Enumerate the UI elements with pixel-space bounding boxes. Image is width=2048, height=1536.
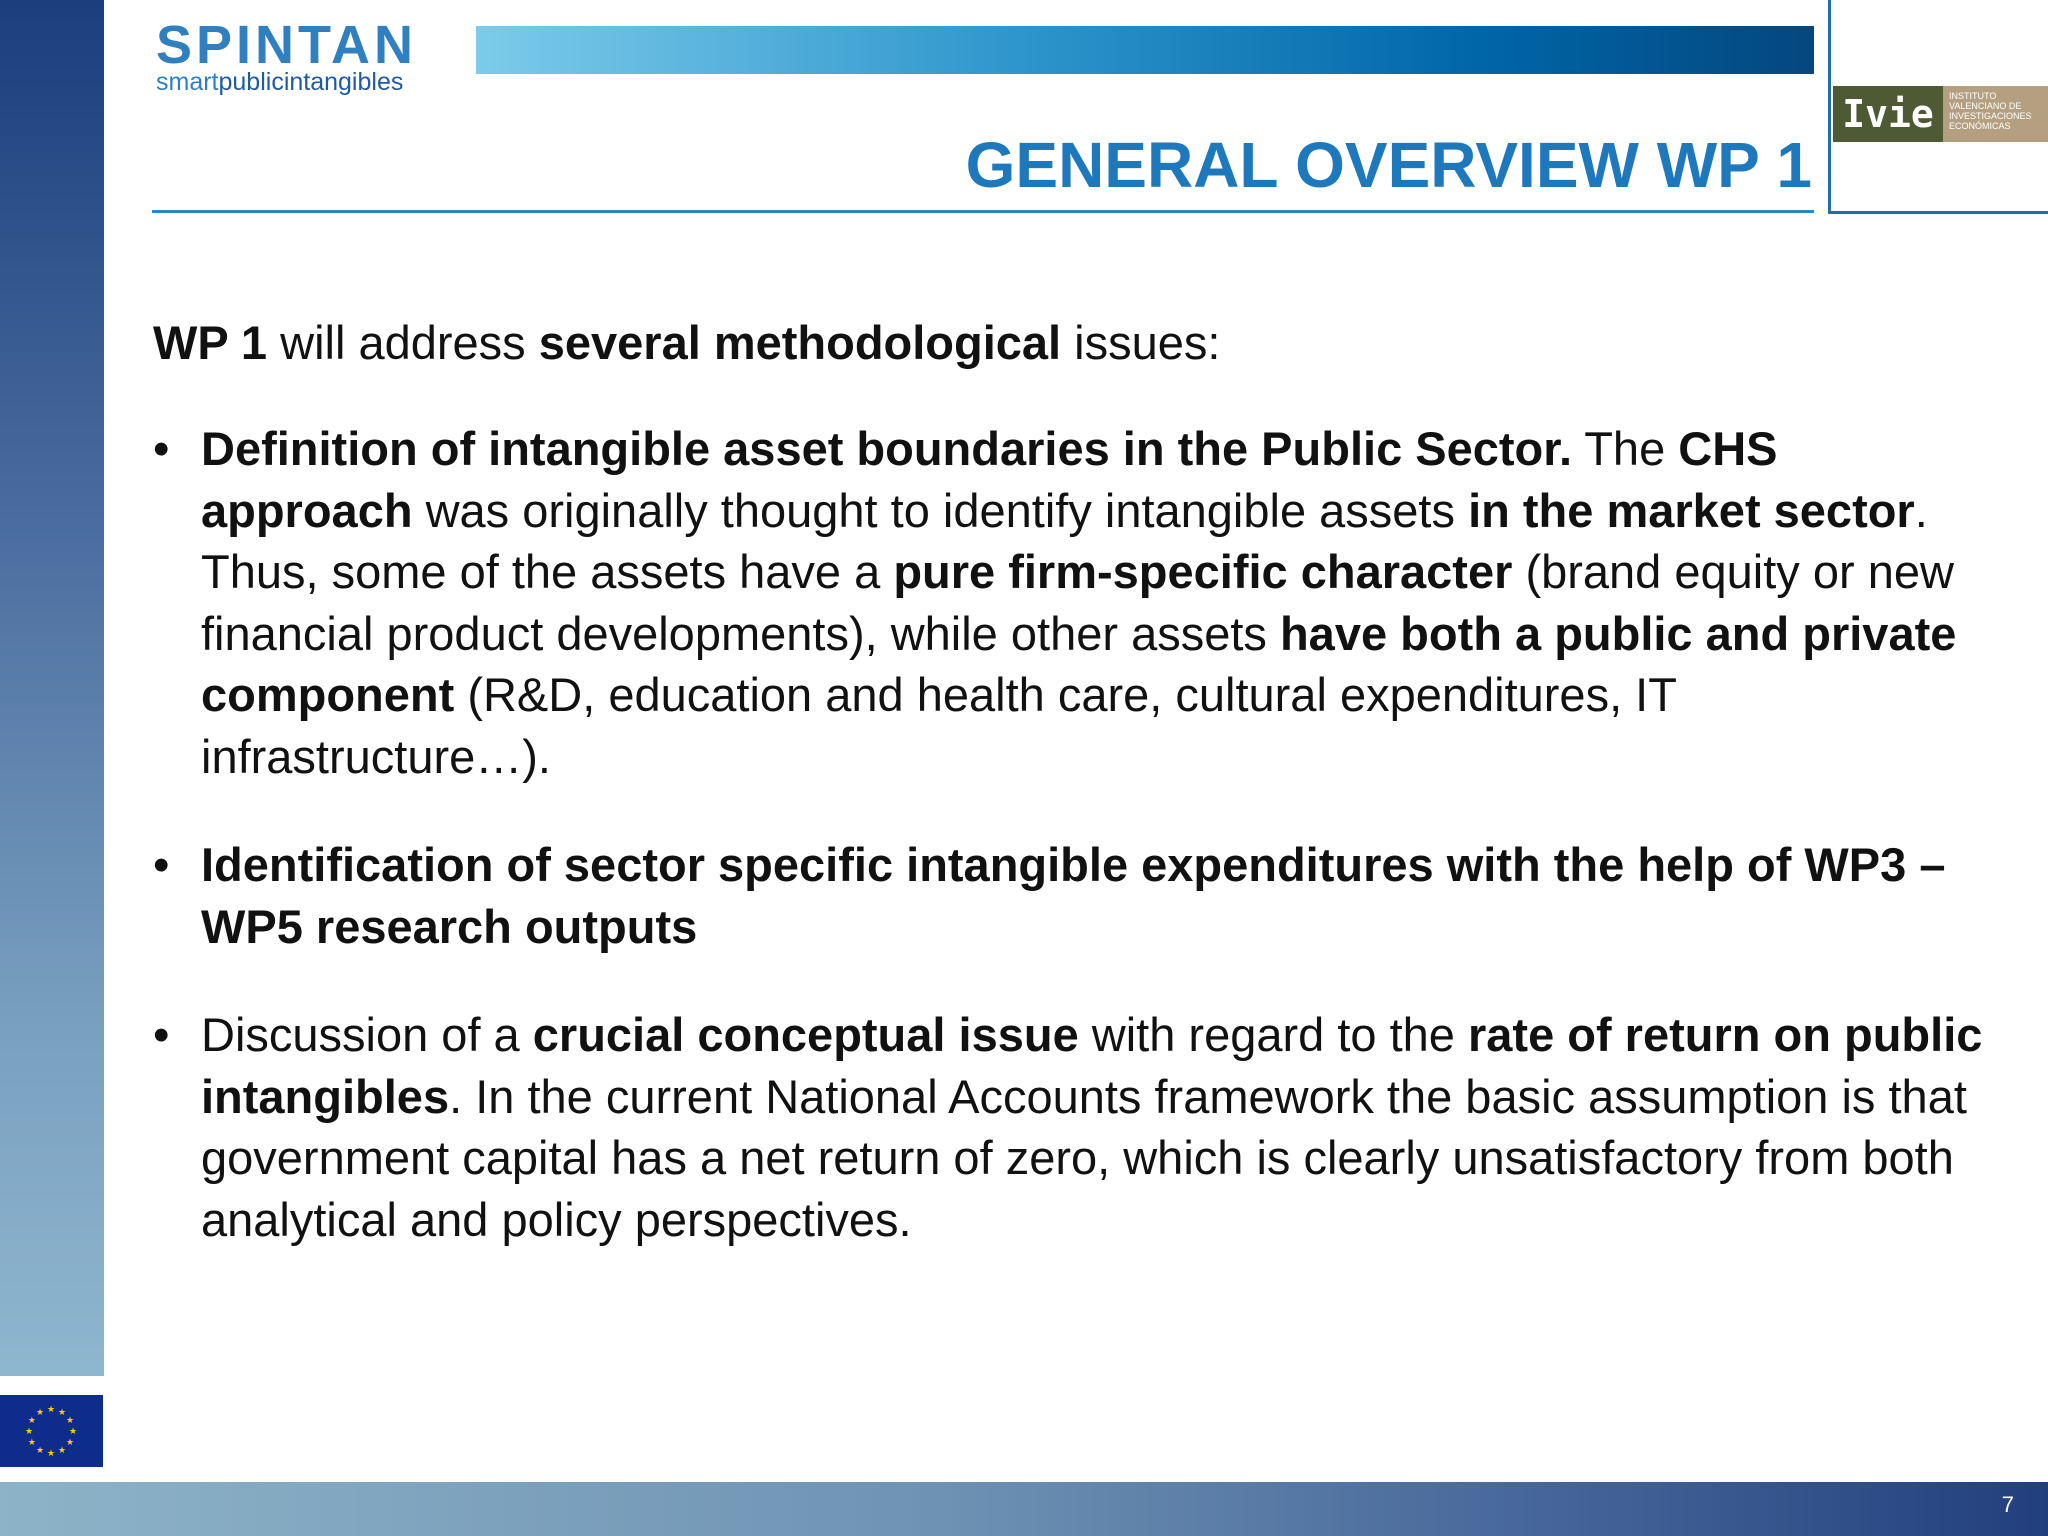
- eu-star-icon: ★: [24, 1426, 34, 1436]
- bullet-emphasis: in the market sector: [1468, 483, 1915, 537]
- ivie-wordmark: Ivie: [1833, 86, 1943, 142]
- bullet-item-boundaries: [153, 418, 1993, 787]
- eu-star-icon: ★: [35, 1445, 45, 1456]
- ivie-frame-line: [1828, 211, 2048, 214]
- logo-wordmark: SPINTAN: [156, 22, 418, 70]
- intro-emphasis: several methodological: [538, 316, 1062, 369]
- bullet-text: was originally thought to identify intangible assets: [412, 483, 1469, 537]
- intro-text: will address: [267, 316, 539, 369]
- bullet-emphasis: have both a public and private component: [201, 606, 1957, 721]
- ivie-desc-line: INSTITUTO: [1949, 91, 1997, 101]
- logo-tagline-smart: smart: [156, 68, 219, 96]
- eu-star-icon: ★: [46, 1448, 56, 1458]
- intro-paragraph: [153, 312, 1993, 374]
- bullet-heading: Definition of intangible asset boundaries in the Public Sector.: [201, 422, 1573, 475]
- eu-star-icon: ★: [27, 1415, 36, 1425]
- bullet-text: Discussion of a: [201, 1008, 533, 1061]
- intro-text: issues:: [1061, 316, 1221, 369]
- ivie-frame-line: [1828, 0, 1831, 214]
- eu-flag-icon: [0, 1395, 103, 1467]
- footer-bar: [0, 1482, 2048, 1536]
- eu-star-icon: ★: [35, 1406, 45, 1417]
- eu-star-icon: ★: [27, 1437, 36, 1447]
- bullet-list: [153, 418, 1993, 1250]
- ivie-logo: [1833, 86, 2048, 142]
- left-decor-bar: [0, 0, 104, 1376]
- page-number: 7: [2001, 1492, 2014, 1517]
- logo-tagline-public: publicintangibles: [218, 68, 404, 96]
- eu-star-icon: ★: [57, 1445, 67, 1456]
- bullet-emphasis: pure firm-specific character: [893, 545, 1513, 598]
- ivie-desc-line: ECONÓMICAS: [1949, 121, 2011, 131]
- bullet-text: . In the current National Accounts framework the basic assumption is that government capital has a net return of zero, which is clearly unsatisfactory from both analytical and policy perspectives.: [201, 1069, 1967, 1246]
- eu-star-icon: ★: [46, 1404, 56, 1414]
- bullet-text: The: [1572, 422, 1679, 475]
- bullet-text: with regard to the: [1078, 1008, 1468, 1061]
- bullet-emphasis: rate of return on public intangibles: [201, 1008, 1983, 1123]
- bullet-emphasis: CHS approach: [201, 422, 1778, 537]
- bullet-heading: Identification of sector specific intangible expenditures with the help of WP3 – WP5 research outputs: [201, 838, 1946, 953]
- bullet-text: (brand equity or new financial product developments), while other assets: [201, 545, 1954, 660]
- title-underline: [152, 210, 1814, 213]
- bullet-item-discussion: [153, 1004, 1993, 1250]
- ivie-description: [1943, 86, 2048, 142]
- intro-wp: WP 1: [153, 316, 268, 369]
- bullet-emphasis: crucial conceptual issue: [532, 1008, 1079, 1061]
- eu-star-icon: ★: [66, 1415, 75, 1425]
- bullet-text: . Thus, some of the assets have a: [201, 483, 1928, 598]
- page-title: GENERAL OVERVIEW WP 1: [965, 129, 1812, 201]
- ivie-desc-line: VALENCIANO DE: [1949, 101, 2022, 111]
- slide-body: [153, 312, 1993, 1250]
- title-gradient-bar: [476, 26, 1814, 74]
- spintan-logo: [156, 22, 417, 96]
- bullet-text: (R&D, education and health care, cultural expenditures, IT infrastructure…).: [201, 668, 1677, 783]
- logo-tagline: [156, 68, 417, 96]
- bullet-dot-icon: •: [153, 1008, 170, 1061]
- eu-star-icon: ★: [57, 1406, 67, 1417]
- bullet-dot-icon: •: [153, 422, 170, 475]
- ivie-desc-line: INVESTIGACIONES: [1949, 111, 2032, 121]
- eu-star-icon: ★: [66, 1437, 75, 1447]
- bullet-dot-icon: •: [153, 838, 170, 891]
- eu-star-icon: ★: [68, 1426, 78, 1436]
- bullet-item-identification: [153, 834, 1993, 957]
